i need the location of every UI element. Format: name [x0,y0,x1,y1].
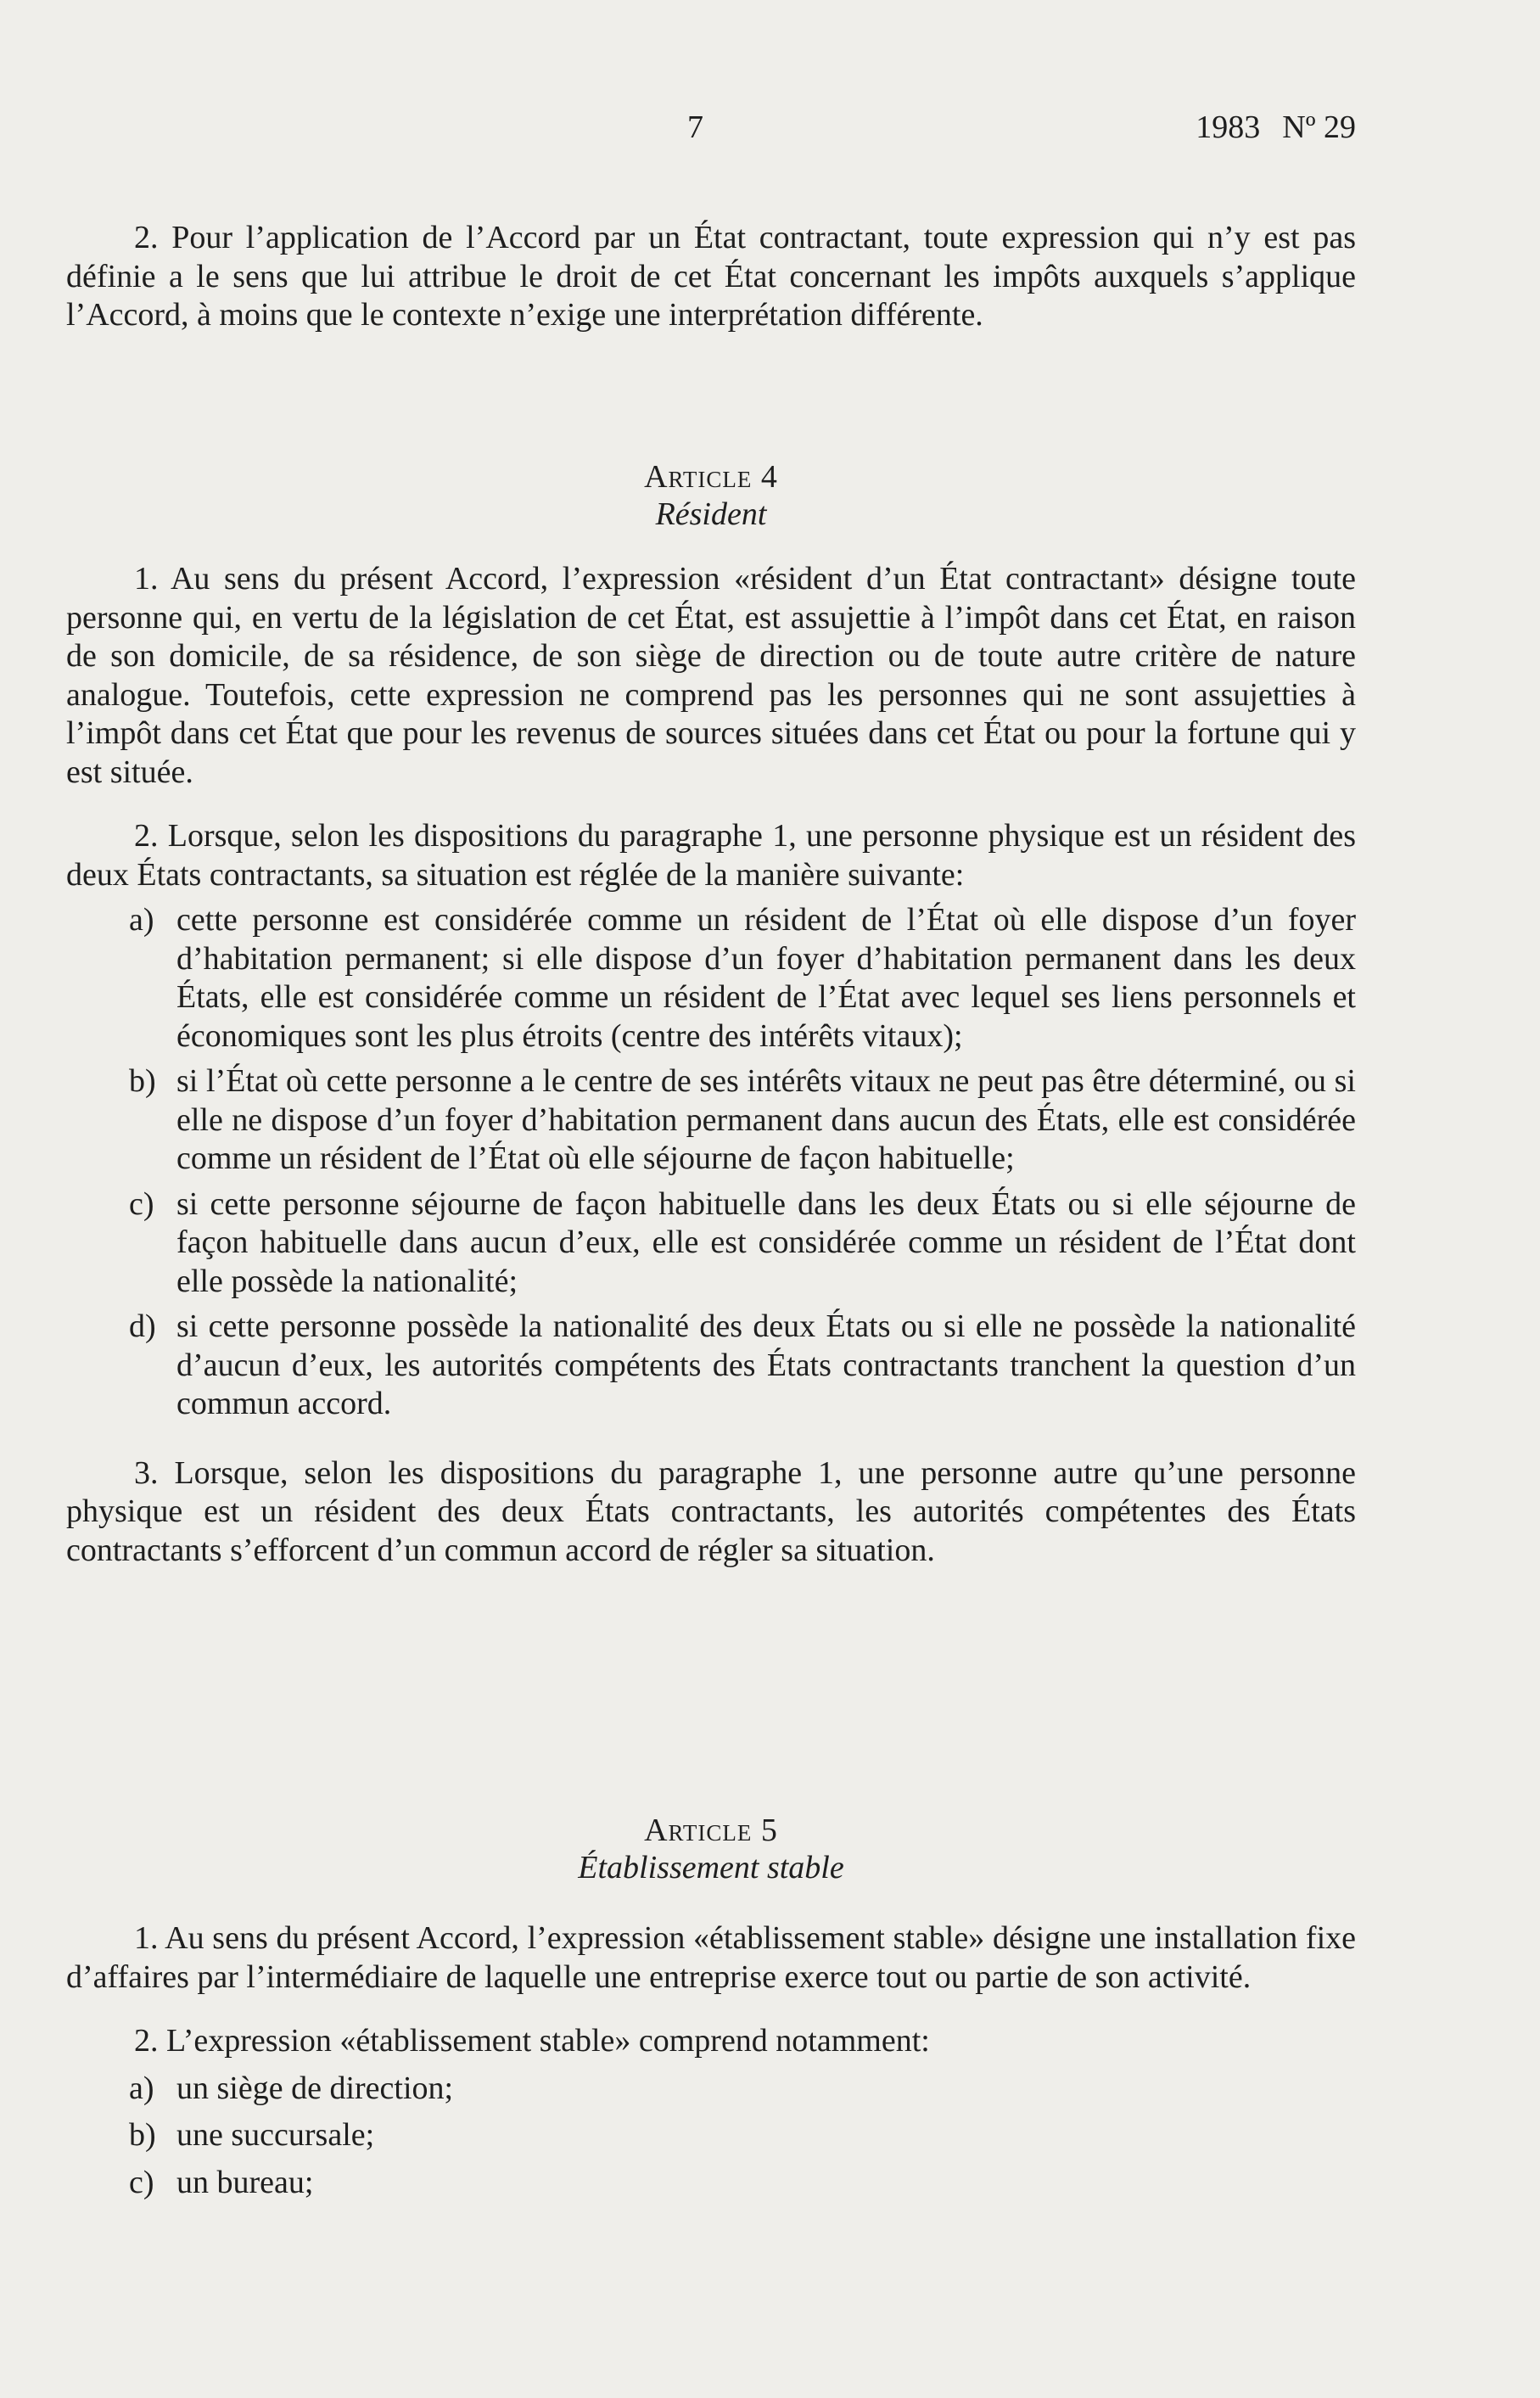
gazette-reference [1196,109,1356,146]
list-item-c: c) un bureau; [129,2164,314,2200]
article-5-title: Établissement stable [578,1850,844,1885]
issue-number: Nº 29 [1282,109,1356,145]
article-5-body [66,1919,1356,2202]
article-4-paragraph-2: 2. Lorsque, selon les dispositions du paragraphe 1, une personne physique est un résident des deux États contractants, sa situation est réglée de la manière suivante: [66,818,1356,893]
year: 1983 [1196,109,1261,145]
page-header [66,109,1356,151]
list-item-a: a) un siège de direction; [129,2070,454,2106]
article-5-paragraph-2: 2. L’expression «établissement stable» comprend notamment: [134,2023,930,2059]
article-4-title: Résident [655,496,767,532]
list-item-b: b) si l’État où cette personne a le centre de ses intérêts vitaux ne peut pas être déterminé, ou si elle ne dispose d’un foyer d’habitation permanent dans aucun des États, elle est considérée comme un résident de l’État où elle séjourne de façon habituelle; [129,1063,1356,1176]
article-4-paragraph-1: 1. Au sens du présent Accord, l’expression «résident d’un État contractant» désigne toute personne qui, en vertu de la législation de cet État, est assujettie à l’impôt dans cet État, en raison de son domicile, de sa résidence, de son siège de direction ou de toute autre critère de nature analogue. Toutefois, cette expression ne comprend pas les personnes qui ne sont assujetties à l’impôt dans cet État que pour les revenus de sources situées dans cet État ou pour la fortune qui y est située. [66,561,1356,790]
article-5-number: Article 5 [644,1813,778,1848]
list-item-b: b) une succursale; [129,2117,375,2153]
article-4-body [66,560,1356,1570]
article-3-paragraph-2: 2. Pour l’application de l’Accord par un État contractant, toute expression qui n’y est pas définie a le sens que lui attribue le droit de cet État concernant les impôts auxquels s’applique l’Accord, à moins que le contexte n’exige une interprétation différente. [66,220,1356,333]
page-number: 7 [687,109,703,145]
article-5-heading [66,1812,1356,1886]
list-item-c: c) si cette personne séjourne de façon habituelle dans les deux États ou si elle séjourne de façon habituelle dans aucun d’eux, elle est considérée comme un résident de l’État dont elle possède la nationalité; [129,1185,1356,1299]
article-4-number: Article 4 [644,459,778,495]
article-4-heading [66,458,1356,533]
article-4-paragraph-3: 3. Lorsque, selon les dispositions du paragraphe 1, une personne autre qu’une personne physique est un résident des deux États contractants, les autorités compétentes des États contractants s’efforcent d’un commun accord de régler sa situation. [66,1454,1356,1568]
list-item-a: a) cette personne est considérée comme un résident de l’État où elle dispose d’un foyer d’habitation permanent; si elle dispose d’un foyer d’habitation permanent dans les deux États, elle est considérée comme un résident de l’État avec lequel ses liens personnels et économiques sont les plus étroits (centre des intérêts vitaux); [129,902,1356,1054]
article-5-paragraph-1: 1. Au sens du présent Accord, l’expression «établissement stable» désigne une installation fixe d’affaires par l’intermédiaire de laquelle une entreprise exerce tout ou partie de son activité. [66,1920,1356,1995]
list-item-d: d) si cette personne possède la nationalité des deux États ou si elle ne possède la nationalité d’aucun d’eux, les autorités compétents des États contractants tranchent la question d’un commun accord. [129,1308,1356,1421]
